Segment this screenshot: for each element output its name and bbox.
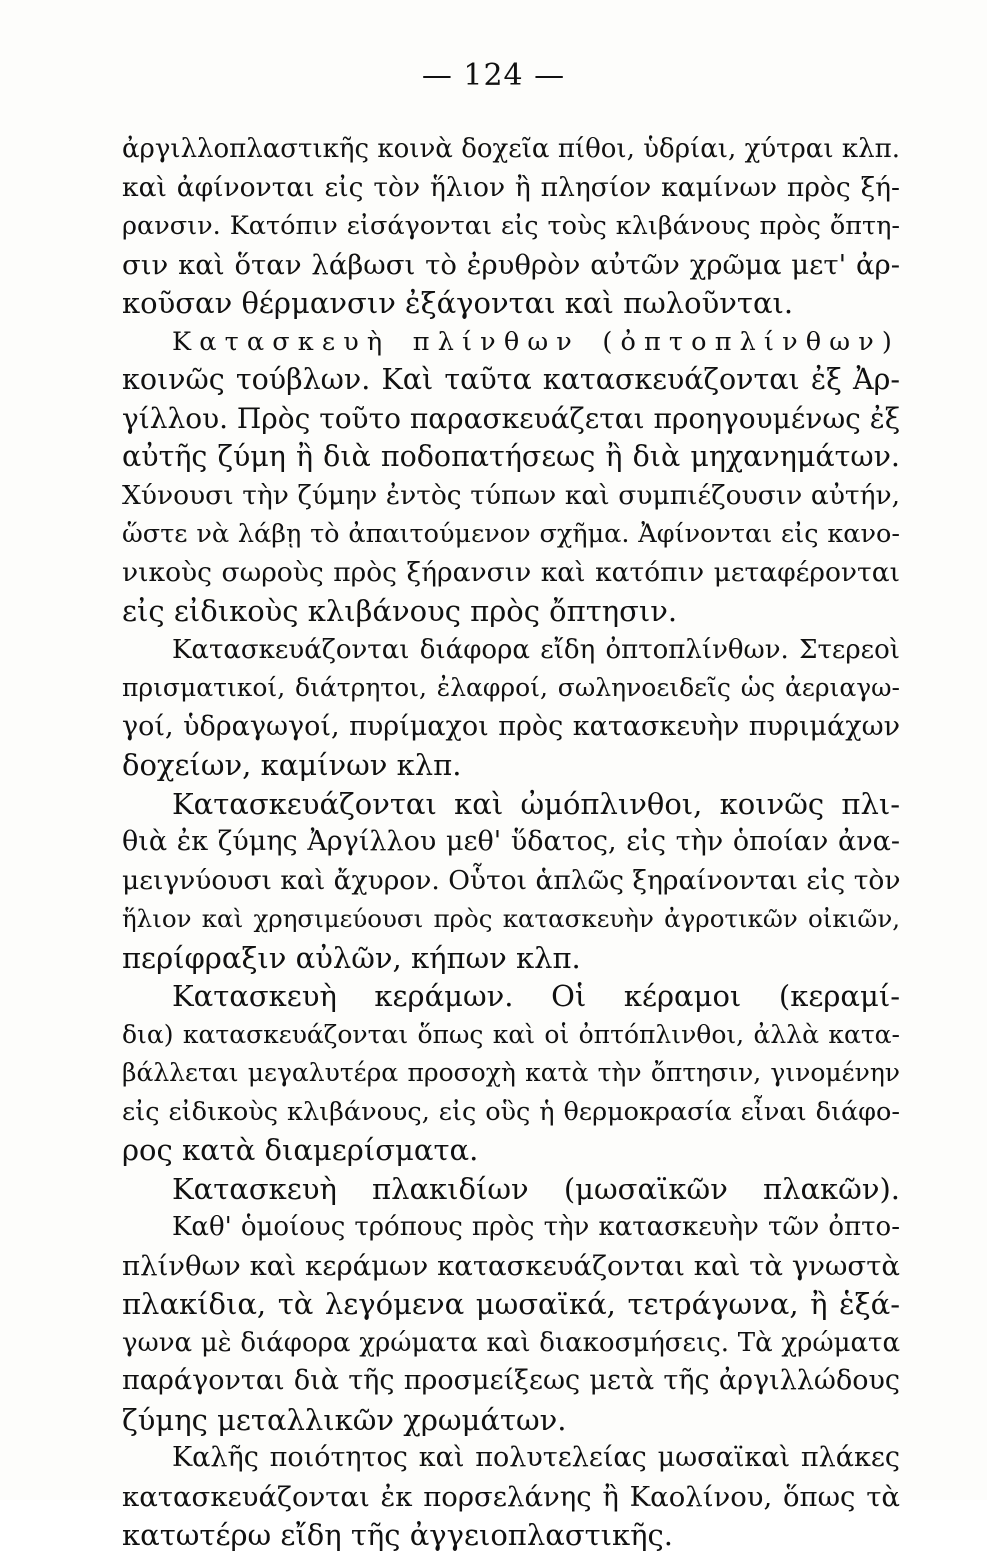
text-line: Κατασκευὴ πλίνθων (ὀπτοπλίνθων) xyxy=(172,326,900,357)
text-line: γίλλου. Πρὸς τοῦτο παρασκευάζεται προηγουμένως ἐξ xyxy=(122,401,901,435)
text-line: ἀργιλλοπλαστικῆς κοινὰ δοχεῖα πίθοι, ὑδρίαι, χύτραι κλπ. xyxy=(122,134,900,164)
text-line: ὥστε νὰ λάβῃ τὸ ἀπαιτούμενον σχῆμα. Ἀφίνονται εἰς κανο- xyxy=(122,519,900,549)
text-line: ζύμης μεταλλικῶν χρωμάτων. xyxy=(122,1402,567,1437)
text-line: παράγονται διὰ τῆς προσμείξεως μετὰ τῆς ἀργιλλώδους xyxy=(122,1365,900,1396)
text-line: νικοὺς σωροὺς πρὸς ξήρανσιν καὶ κατόπιν μεταφέρονται xyxy=(122,556,900,588)
text-line: εἰς εἰδικοὺς κλιβάνους πρὸς ὄπτησιν. xyxy=(122,594,678,628)
text-line: κατασκευάζονται ἐκ πορσελάνης ἢ Καολίνου, ὅπως τὰ xyxy=(122,1480,900,1513)
text-line: δια) κατασκευάζονται ὅπως καὶ οἱ ὀπτόπλινθοι, ἀλλὰ κατα- xyxy=(122,1019,900,1049)
text-line: πλακίδια, τὰ λεγόμενα μωσαϊκά, τετράγωνα, ἢ ἑξά- xyxy=(122,1287,900,1321)
text-line: Χύνουσι τὴν ζύμην ἐντὸς τύπων καὶ συμπιέζουσιν αὐτήν, xyxy=(122,479,900,511)
text-line: μειγνύουσι καὶ ἄχυρον. Οὗτοι ἁπλῶς ξηραίνονται εἰς τὸν xyxy=(122,864,901,896)
text-line: κοινῶς τούβλων. Καὶ ταῦτα κατασκευάζονται ἐξ Ἀρ- xyxy=(122,363,900,396)
text-line: κοῦσαν θέρμανσιν ἐξάγονται καὶ πωλοῦνται. xyxy=(122,286,794,320)
text-line: ρος κατὰ διαμερίσματα. xyxy=(122,1133,479,1167)
text-line: κατωτέρω εἴδη τῆς ἀγγειοπλαστικῆς. xyxy=(122,1518,673,1552)
text-line: σιν καὶ ὅταν λάβωσι τὸ ἐρυθρὸν αὐτῶν χρῶμα μετ' ἀρ- xyxy=(122,248,900,281)
text-line: Κατασκευάζονται καὶ ὠμόπλινθοι, κοινῶς πλι- xyxy=(172,786,900,821)
text-line: γωνα μὲ διάφορα χρώματα καὶ διακοσμήσεις. Τὰ χρώματα xyxy=(122,1327,900,1358)
text-line: καὶ ἀφίνονται εἰς τὸν ἥλιον ἢ πλησίον καμίνων πρὸς ξή- xyxy=(122,171,900,203)
text-line: Κατασκευὴ κεράμων. Οἱ κέραμοι (κεραμί- xyxy=(172,979,900,1013)
text-line: πρισματικοί, διάτρητοι, ἐλαφροί, σωληνοειδεῖς ὡς ἀεριαγω- xyxy=(122,673,900,702)
text-line: γοί, ὑδραγωγοί, πυρίμαχοι πρὸς κατασκευὴν πυριμάχων xyxy=(122,710,900,742)
text-line: ρανσιν. Κατόπιν εἰσάγονται εἰς τοὺς κλιβάνους πρὸς ὄπτη- xyxy=(122,211,900,241)
text-line: αὐτῆς ζύμη ἢ διὰ ποδοπατήσεως ἢ διὰ μηχανημάτων. xyxy=(122,440,900,473)
text-line: Καλῆς ποιότητος καὶ πολυτελείας μωσαϊκαὶ πλάκες xyxy=(172,1442,900,1473)
body-text xyxy=(122,130,900,1555)
text-line: Καθ' ὁμοίους τρόπους πρὸς τὴν κατασκευὴν τῶν ὀπτο- xyxy=(172,1212,900,1242)
text-line: ἥλιον καὶ χρησιμεύουσι πρὸς κατασκευὴν ἀγροτικῶν οἰκιῶν, xyxy=(122,904,900,933)
text-line: εἰς εἰδικοὺς κλιβάνους, εἰς οὓς ἡ θερμοκρασία εἶναι διάφο- xyxy=(122,1096,900,1127)
text-line: δοχείων, καμίνων κλπ. xyxy=(122,748,462,782)
text-line: βάλλεται μεγαλυτέρα προσοχὴ κατὰ τὴν ὄπτησιν, γινομένην xyxy=(122,1058,900,1087)
text-line: Κατασκευὴ πλακιδίων (μωσαϊκῶν πλακῶν). xyxy=(172,1171,900,1206)
text-line: Κατασκευάζονται διάφορα εἴδη ὀπτοπλίνθων. Στερεοὶ xyxy=(172,634,900,665)
text-line: θιὰ ἐκ ζύμης Ἀργίλλου μεθ' ὕδατος, εἰς τὴν ὁποίαν ἀνα- xyxy=(122,826,900,857)
text-line: πλίνθων καὶ κεράμων κατασκευάζονται καὶ τὰ γνωστὰ xyxy=(122,1249,900,1282)
text-line: περίφραξιν αὐλῶν, κήπων κλπ. xyxy=(122,940,581,975)
page-number: — 124 — xyxy=(421,58,566,93)
